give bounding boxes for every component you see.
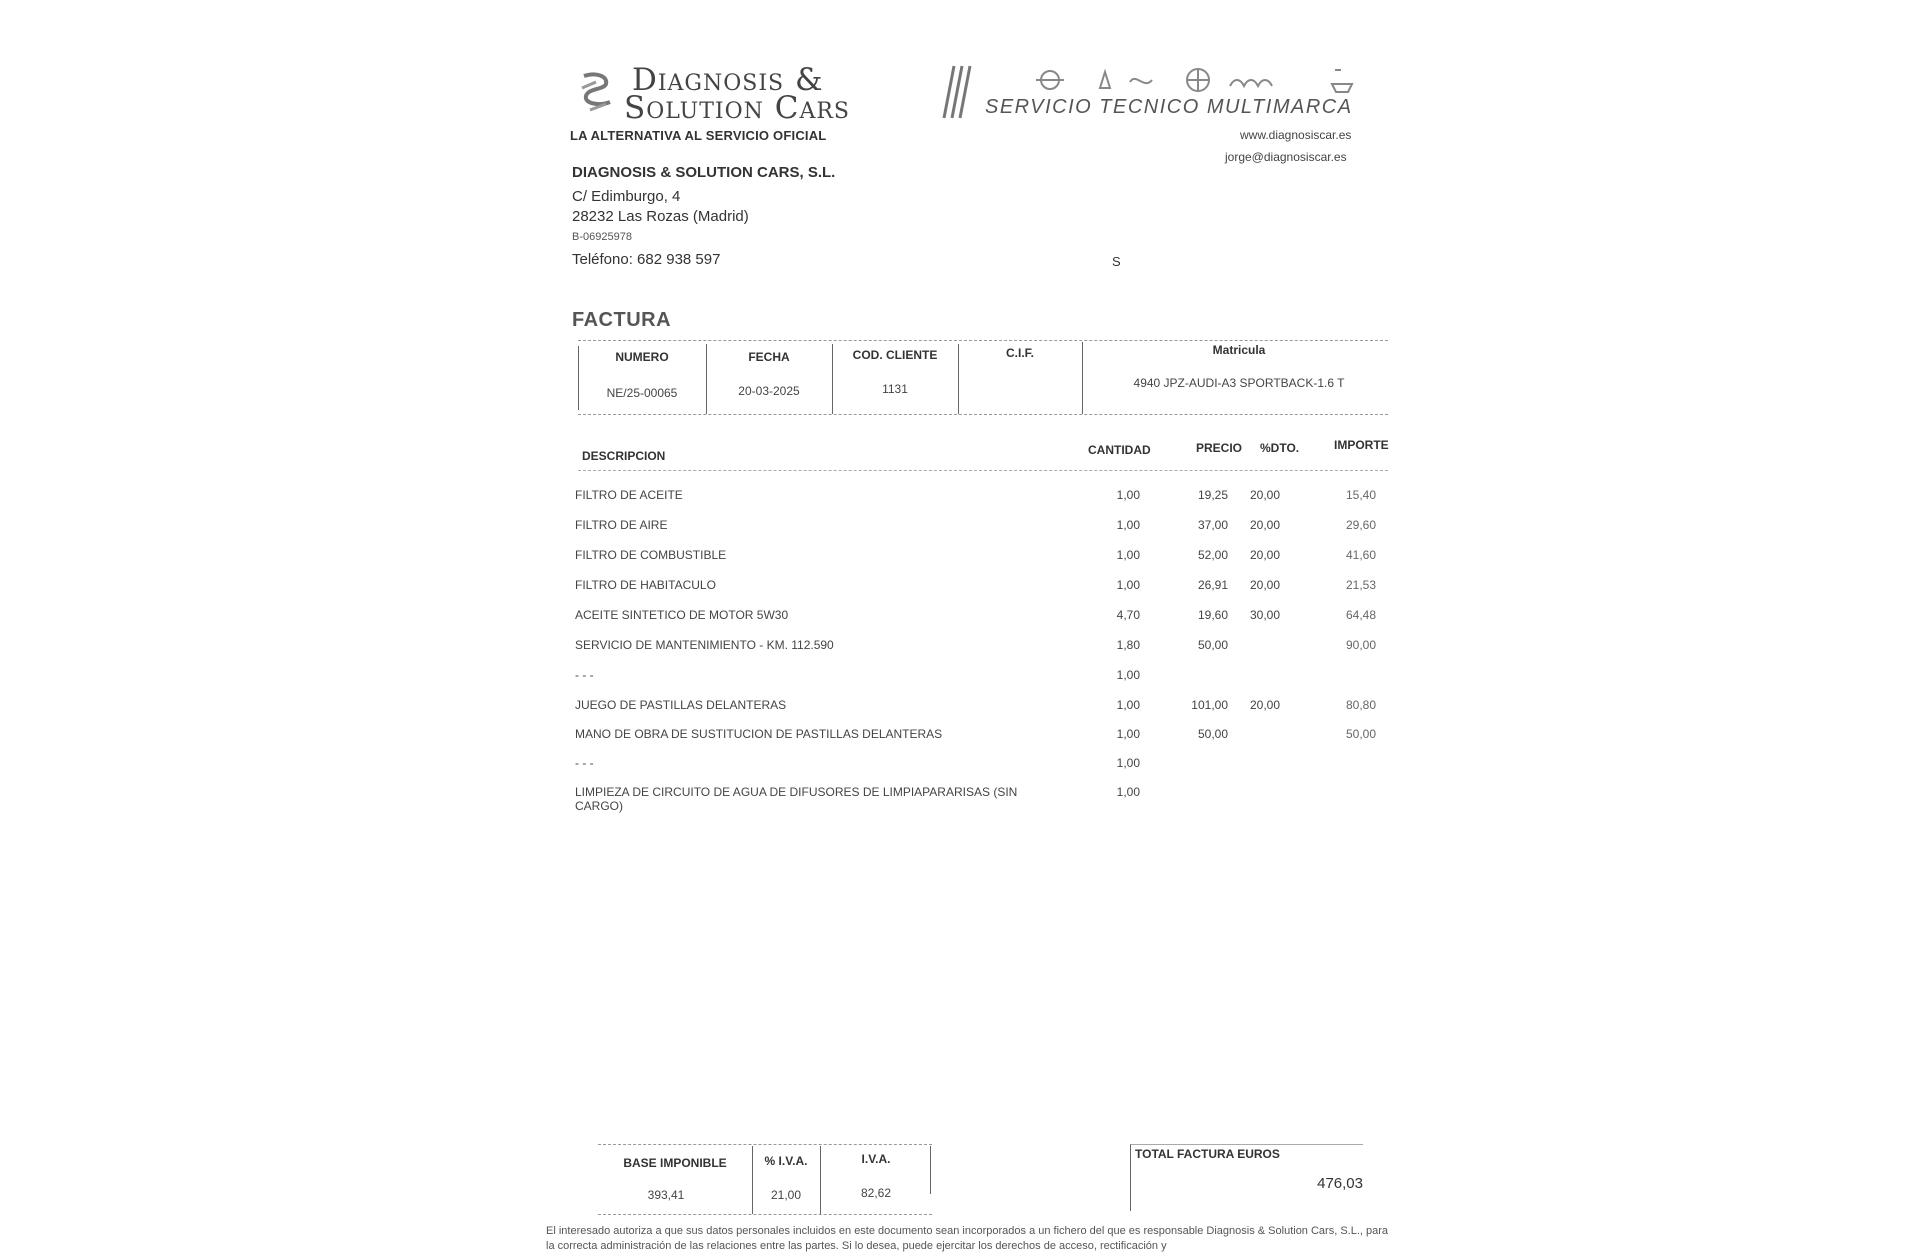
email-link[interactable]: jorge@diagnosiscar.es bbox=[1225, 150, 1347, 164]
list-item bbox=[0, 608, 1920, 632]
invoice-number-label: NUMERO bbox=[615, 350, 669, 364]
item-description: FILTRO DE HABITACULO bbox=[575, 578, 716, 592]
vat-amount-value: 82,62 bbox=[860, 1186, 892, 1200]
list-item bbox=[0, 548, 1920, 572]
item-amount: 64,48 bbox=[1345, 608, 1376, 622]
item-quantity: 1,00 bbox=[1116, 518, 1140, 532]
logo-tagline: LA ALTERNATIVA AL SERVICIO OFICIAL bbox=[570, 128, 827, 143]
list-item bbox=[0, 488, 1920, 512]
list-item bbox=[0, 578, 1920, 602]
item-discount: 20,00 bbox=[1249, 698, 1280, 712]
item-price: 37,00 bbox=[1197, 518, 1228, 532]
item-quantity: 1,00 bbox=[1116, 727, 1140, 741]
side-mark: S bbox=[1112, 254, 1121, 269]
item-description: FILTRO DE COMBUSTIBLE bbox=[575, 548, 727, 562]
col-header-description: DESCRIPCION bbox=[582, 449, 666, 463]
item-amount: 41,60 bbox=[1345, 548, 1376, 562]
item-quantity: 1,00 bbox=[1116, 548, 1140, 562]
item-description: SERVICIO DE MANTENIMIENTO - KM. 112.590 bbox=[575, 638, 834, 652]
item-description: FILTRO DE ACEITE bbox=[575, 488, 683, 502]
plate-label: Matricula bbox=[1212, 343, 1266, 357]
item-description: JUEGO DE PASTILLAS DELANTERAS bbox=[575, 698, 787, 712]
item-price: 101,00 bbox=[1191, 698, 1228, 712]
list-item bbox=[0, 756, 1920, 780]
list-item bbox=[0, 727, 1920, 751]
col-header-quantity: CANTIDAD bbox=[1088, 443, 1151, 457]
col-header-price: PRECIO bbox=[1196, 441, 1243, 455]
list-item bbox=[0, 638, 1920, 662]
invoice-total-box bbox=[1130, 1144, 1363, 1211]
invoice-date-cell bbox=[708, 342, 830, 414]
tax-base-value: 393,41 bbox=[647, 1188, 685, 1202]
item-description: ACEITE SINTETICO DE MOTOR 5W30 bbox=[575, 608, 789, 622]
invoice-number-value: NE/25-00065 bbox=[606, 386, 678, 400]
item-amount: 50,00 bbox=[1345, 727, 1376, 741]
plate-cell bbox=[1084, 342, 1394, 414]
list-item bbox=[0, 518, 1920, 542]
invoice-total-label: TOTAL FACTURA EUROS bbox=[1135, 1147, 1280, 1161]
company-address-line1: C/ Edimburgo, 4 bbox=[572, 188, 681, 205]
company-address-line2: 28232 Las Rozas (Madrid) bbox=[572, 208, 749, 225]
item-price: 19,25 bbox=[1197, 488, 1228, 502]
client-code-value: 1131 bbox=[882, 382, 908, 396]
item-amount: 80,80 bbox=[1345, 698, 1376, 712]
list-item bbox=[0, 785, 1920, 821]
invoice-total-value: 476,03 bbox=[1317, 1175, 1363, 1192]
item-amount: 90,00 bbox=[1345, 638, 1376, 652]
plate-value: 4940 JPZ-AUDI-A3 SPORTBACK-1.6 T bbox=[1133, 376, 1345, 390]
item-quantity: 1,00 bbox=[1116, 488, 1140, 502]
item-discount: 30,00 bbox=[1249, 608, 1280, 622]
company-tax-id: B-06925978 bbox=[572, 231, 632, 243]
item-price: 26,91 bbox=[1197, 578, 1228, 592]
company-name: DIAGNOSIS & SOLUTION CARS, S.L. bbox=[572, 164, 836, 181]
col-header-amount: IMPORTE bbox=[1334, 438, 1389, 452]
vat-rate-label: % I.V.A. bbox=[764, 1154, 808, 1168]
item-amount: 15,40 bbox=[1345, 488, 1376, 502]
col-header-discount: %DTO. bbox=[1260, 441, 1300, 455]
service-slogan: SERVICIO TECNICO MULTIMARCA bbox=[985, 96, 1353, 118]
item-description: - - - bbox=[575, 756, 594, 770]
item-discount: 20,00 bbox=[1249, 578, 1280, 592]
website-link[interactable]: www.diagnosiscar.es bbox=[1240, 128, 1352, 142]
vat-rate-cell bbox=[754, 1146, 818, 1214]
list-item bbox=[0, 668, 1920, 692]
item-price: 50,00 bbox=[1197, 638, 1228, 652]
item-description: MANO DE OBRA DE SUSTITUCION DE PASTILLAS DELANTERAS bbox=[575, 727, 943, 741]
logo-text-line2: Solution Cars bbox=[624, 90, 850, 126]
item-quantity: 1,00 bbox=[1116, 668, 1140, 682]
logo-text-line1: Diagnosis & bbox=[632, 62, 824, 98]
privacy-notice: El interesado autoriza a que sus datos personales incluidos en este documento sean incorporados a un fichero del que es responsable Diagnosis & Solution Cars, S.L., para la correcta administración de las relaciones entre las partes. Si lo desea, puede ejercitar los derechos de acceso, rectificación y bbox=[546, 1225, 1389, 1252]
item-quantity: 4,70 bbox=[1116, 608, 1140, 622]
item-quantity: 1,00 bbox=[1116, 756, 1140, 770]
item-price: 19,60 bbox=[1197, 608, 1228, 622]
item-price: 50,00 bbox=[1197, 727, 1228, 741]
item-description: FILTRO DE AIRE bbox=[575, 518, 668, 532]
cif-cell bbox=[960, 342, 1080, 414]
company-phone: Teléfono: 682 938 597 bbox=[572, 251, 721, 268]
item-discount: 20,00 bbox=[1249, 548, 1280, 562]
item-price: 52,00 bbox=[1197, 548, 1228, 562]
vat-amount-label: I.V.A. bbox=[861, 1152, 891, 1166]
item-quantity: 1,00 bbox=[1116, 698, 1140, 712]
item-quantity: 1,00 bbox=[1116, 578, 1140, 592]
list-item bbox=[0, 698, 1920, 722]
invoice-date-value: 20-03-2025 bbox=[738, 384, 800, 398]
item-amount: 21,53 bbox=[1345, 578, 1376, 592]
item-discount: 20,00 bbox=[1249, 488, 1280, 502]
invoice-date-label: FECHA bbox=[748, 350, 790, 364]
item-amount: 29,60 bbox=[1345, 518, 1376, 532]
client-code-label: COD. CLIENTE bbox=[852, 348, 938, 362]
cif-label: C.I.F. bbox=[1005, 346, 1034, 360]
tax-base-label: BASE IMPONIBLE bbox=[623, 1156, 727, 1170]
document-title: FACTURA bbox=[572, 309, 672, 331]
item-discount: 20,00 bbox=[1249, 518, 1280, 532]
invoice-number-cell bbox=[580, 342, 704, 414]
vat-rate-value: 21,00 bbox=[770, 1188, 802, 1202]
item-description-continued: CARGO) bbox=[575, 799, 623, 813]
company-logo-icon bbox=[576, 70, 616, 118]
item-description: LIMPIEZA DE CIRCUITO DE AGUA DE DIFUSORES DE LIMPIAPARARISAS (SIN bbox=[575, 785, 1018, 799]
item-quantity: 1,80 bbox=[1116, 638, 1140, 652]
items-header-rule bbox=[578, 470, 1388, 471]
item-quantity: 1,00 bbox=[1116, 785, 1140, 799]
vat-amount-cell bbox=[822, 1146, 930, 1214]
client-code-cell bbox=[834, 342, 956, 414]
item-description: - - - bbox=[575, 668, 594, 682]
tax-base-cell bbox=[600, 1146, 750, 1214]
